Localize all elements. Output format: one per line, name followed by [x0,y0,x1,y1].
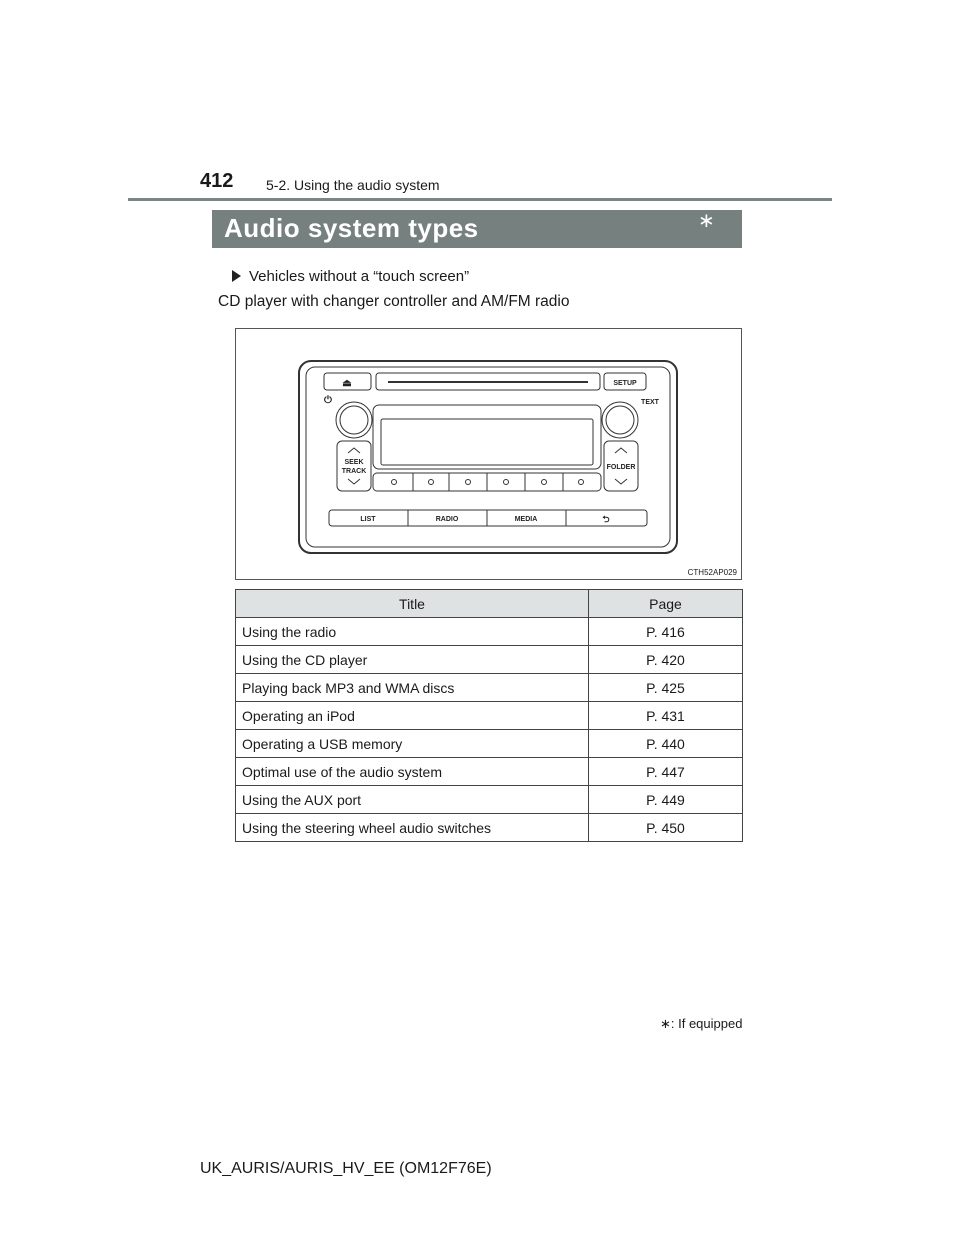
bottom-button-bar [329,510,647,526]
header-page: Page [589,590,743,618]
row-page: P. 425 [589,674,743,702]
row-page: P. 440 [589,730,743,758]
preset-2 [429,480,434,485]
row-title: Optimal use of the audio system [236,758,589,786]
table-row [236,758,743,786]
tune-knob [602,402,638,438]
description-line: CD player with changer controller and AM/FM radio [218,293,570,310]
audio-unit-figure [235,328,742,580]
volume-knob [336,402,372,438]
row-page: P. 447 [589,758,743,786]
table-row [236,646,743,674]
row-title: Operating a USB memory [236,730,589,758]
figure-code: CTH52AP029 [687,568,737,577]
row-page: P. 449 [589,786,743,814]
back-icon: ⮌ [602,514,610,524]
row-page: P. 450 [589,814,743,842]
preset-6 [579,480,584,485]
row-title: Operating an iPod [236,702,589,730]
preset-1 [392,480,397,485]
display-screen [381,419,593,465]
title-bar [212,210,742,248]
footnote: ∗: If equipped [660,1016,743,1031]
list-label: LIST [360,516,376,523]
power-icon: ⏻ [324,395,332,406]
table-row [236,786,743,814]
text-label: TEXT [641,399,659,406]
row-page: P. 431 [589,702,743,730]
table-header-row [236,590,743,618]
display-bezel [373,405,601,469]
header-title: Title [236,590,589,618]
row-page: P. 416 [589,618,743,646]
table-row [236,618,743,646]
preset-4 [504,480,509,485]
header-rule [128,198,832,201]
title-text: Audio system types [224,213,479,243]
table-row [236,814,743,842]
radio-label: RADIO [435,516,459,523]
reference-table [235,589,743,842]
table-row [236,674,743,702]
row-title: Using the CD player [236,646,589,674]
title-asterisk: ∗ [698,210,715,232]
media-label: MEDIA [514,516,538,523]
row-title: Playing back MP3 and WMA discs [236,674,589,702]
folder-label: FOLDER [606,464,636,471]
table-row [236,730,743,758]
audio-unit-illustration [236,329,741,579]
section-label: 5-2. Using the audio system [266,177,440,193]
footer-model: UK_AURIS/AURIS_HV_EE (OM12F76E) [200,1160,492,1177]
row-title: Using the steering wheel audio switches [236,814,589,842]
eject-icon: ⏏ [342,378,352,389]
track-label: TRACK [341,468,367,475]
preset-5 [542,480,547,485]
bullet-text: Vehicles without a “touch screen” [249,268,470,285]
page-number: 412 [200,170,234,192]
bullet-arrow-icon [232,270,241,282]
row-page: P. 420 [589,646,743,674]
setup-label: SETUP [613,380,637,387]
seek-label: SEEK [344,459,364,466]
row-title: Using the radio [236,618,589,646]
bullet-line [232,268,469,285]
row-title: Using the AUX port [236,786,589,814]
table-row [236,702,743,730]
preset-3 [466,480,471,485]
